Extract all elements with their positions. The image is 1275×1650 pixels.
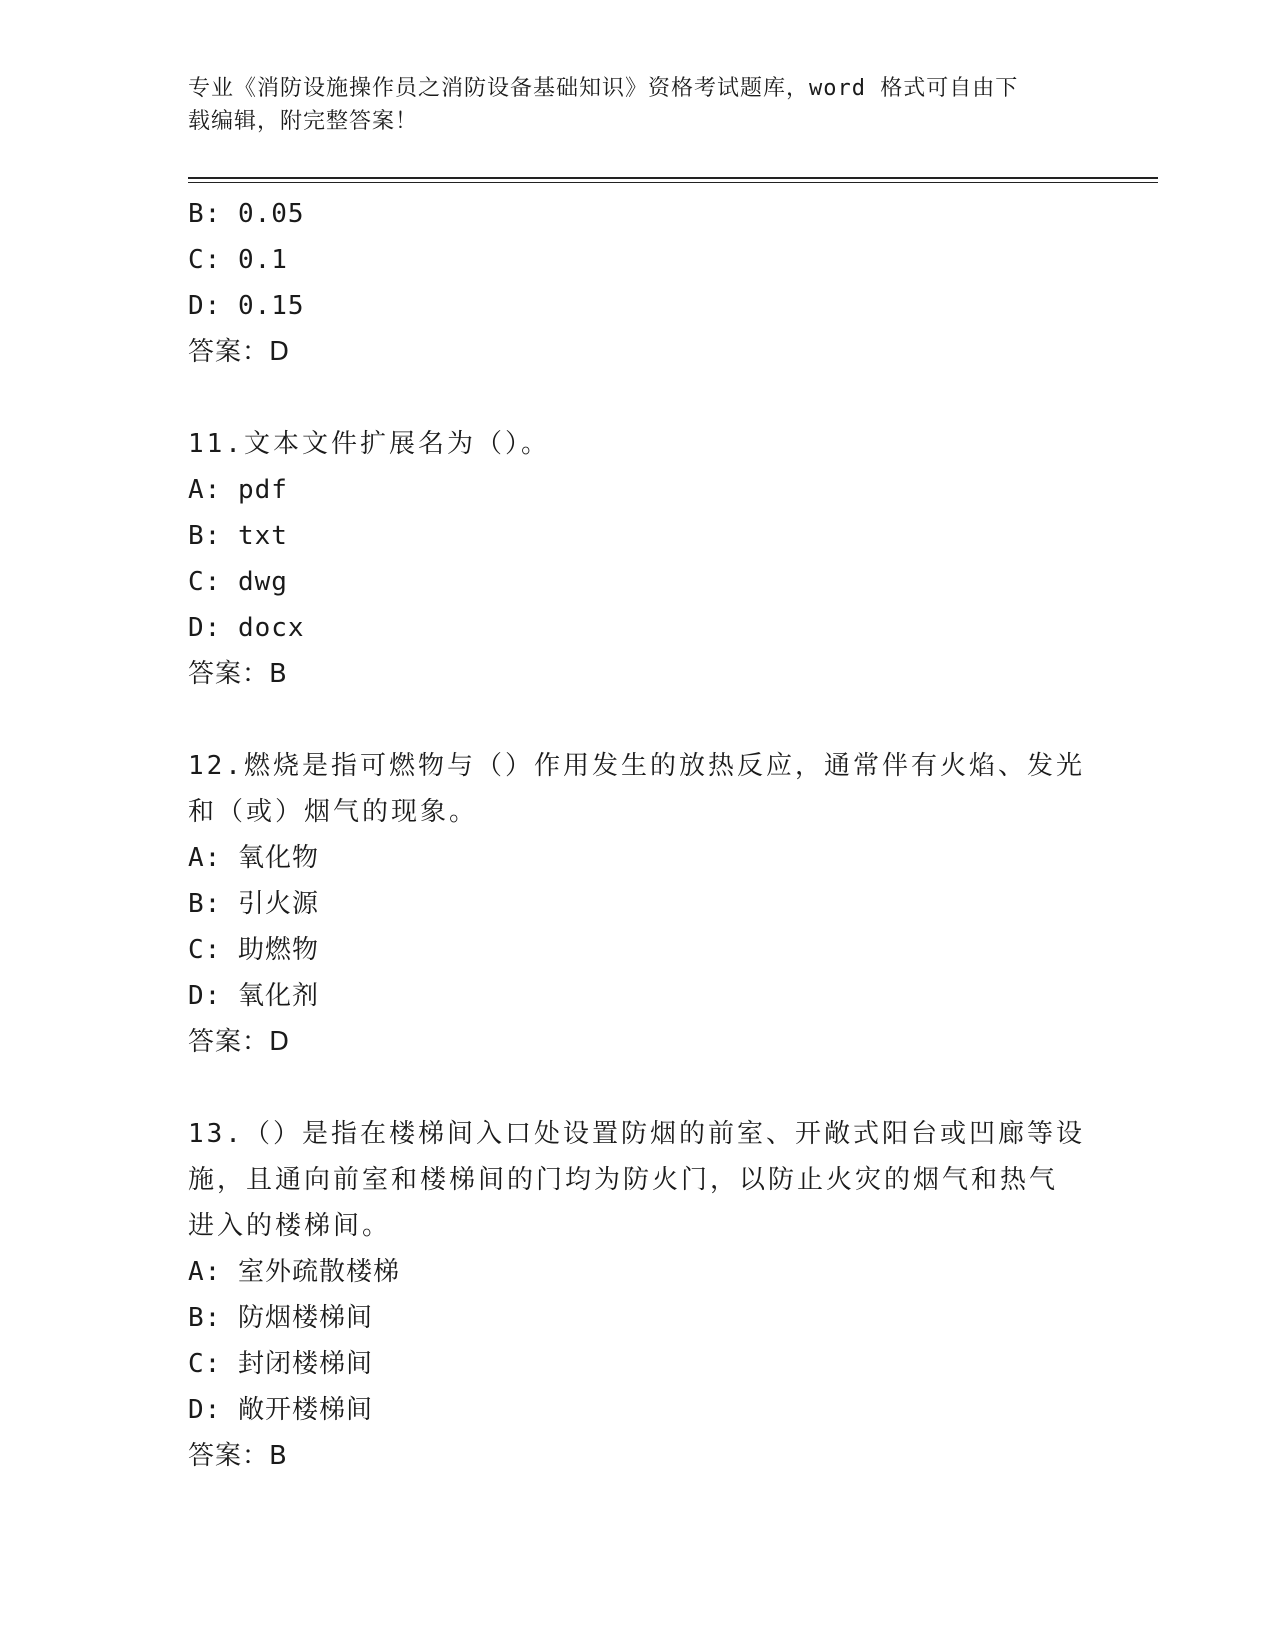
option-a: A: 室外疏散楼梯 bbox=[188, 1257, 400, 1287]
page-header bbox=[188, 72, 1088, 138]
spacer bbox=[188, 1065, 1088, 1111]
question-13 bbox=[188, 1111, 1088, 1479]
question-10 bbox=[188, 191, 1088, 375]
question-stem-line-2: 和（或）烟气的现象。 bbox=[188, 797, 479, 827]
option-c: C: 0.1 bbox=[188, 245, 288, 275]
header-rule-thin bbox=[188, 182, 1158, 183]
option-c: C: 助燃物 bbox=[188, 935, 319, 965]
spacer bbox=[188, 697, 1088, 743]
header-line-2: 载编辑，附完整答案！ bbox=[188, 109, 419, 134]
answer-line: 答案：D bbox=[188, 1027, 291, 1057]
question-stem-line-1: 13.（）是指在楼梯间入口处设置防烟的前室、开敞式阳台或凹廊等设 bbox=[188, 1119, 1085, 1149]
option-b: B: 引火源 bbox=[188, 889, 319, 919]
option-c: C: 封闭楼梯间 bbox=[188, 1349, 373, 1379]
header-rule-thick bbox=[188, 177, 1158, 179]
answer-line: 答案：D bbox=[188, 337, 291, 367]
question-11 bbox=[188, 421, 1088, 697]
answer-line: 答案：B bbox=[188, 659, 288, 689]
option-b: B: 防烟楼梯间 bbox=[188, 1303, 373, 1333]
question-list bbox=[188, 191, 1088, 1479]
header-line-1: 专业《消防设施操作员之消防设备基础知识》资格考试题库，word 格式可自由下 bbox=[188, 76, 1019, 101]
option-b: B: txt bbox=[188, 521, 288, 551]
option-d: D: 敞开楼梯间 bbox=[188, 1395, 373, 1425]
option-c: C: dwg bbox=[188, 567, 288, 597]
question-12 bbox=[188, 743, 1088, 1065]
question-stem: 11.文本文件扩展名为（）。 bbox=[188, 429, 550, 459]
option-d: D: 0.15 bbox=[188, 291, 305, 321]
option-a: A: pdf bbox=[188, 475, 288, 505]
option-b: B: 0.05 bbox=[188, 199, 305, 229]
option-d: D: docx bbox=[188, 613, 305, 643]
answer-line: 答案：B bbox=[188, 1441, 288, 1471]
question-stem-line-2: 施，且通向前室和楼梯间的门均为防火门，以防止火灾的烟气和热气 bbox=[188, 1165, 1059, 1195]
option-d: D: 氧化剂 bbox=[188, 981, 319, 1011]
spacer bbox=[188, 375, 1088, 421]
question-stem-line-1: 12.燃烧是指可燃物与（）作用发生的放热反应，通常伴有火焰、发光 bbox=[188, 751, 1085, 781]
option-a: A: 氧化物 bbox=[188, 843, 319, 873]
question-stem-line-3: 进入的楼梯间。 bbox=[188, 1211, 392, 1241]
